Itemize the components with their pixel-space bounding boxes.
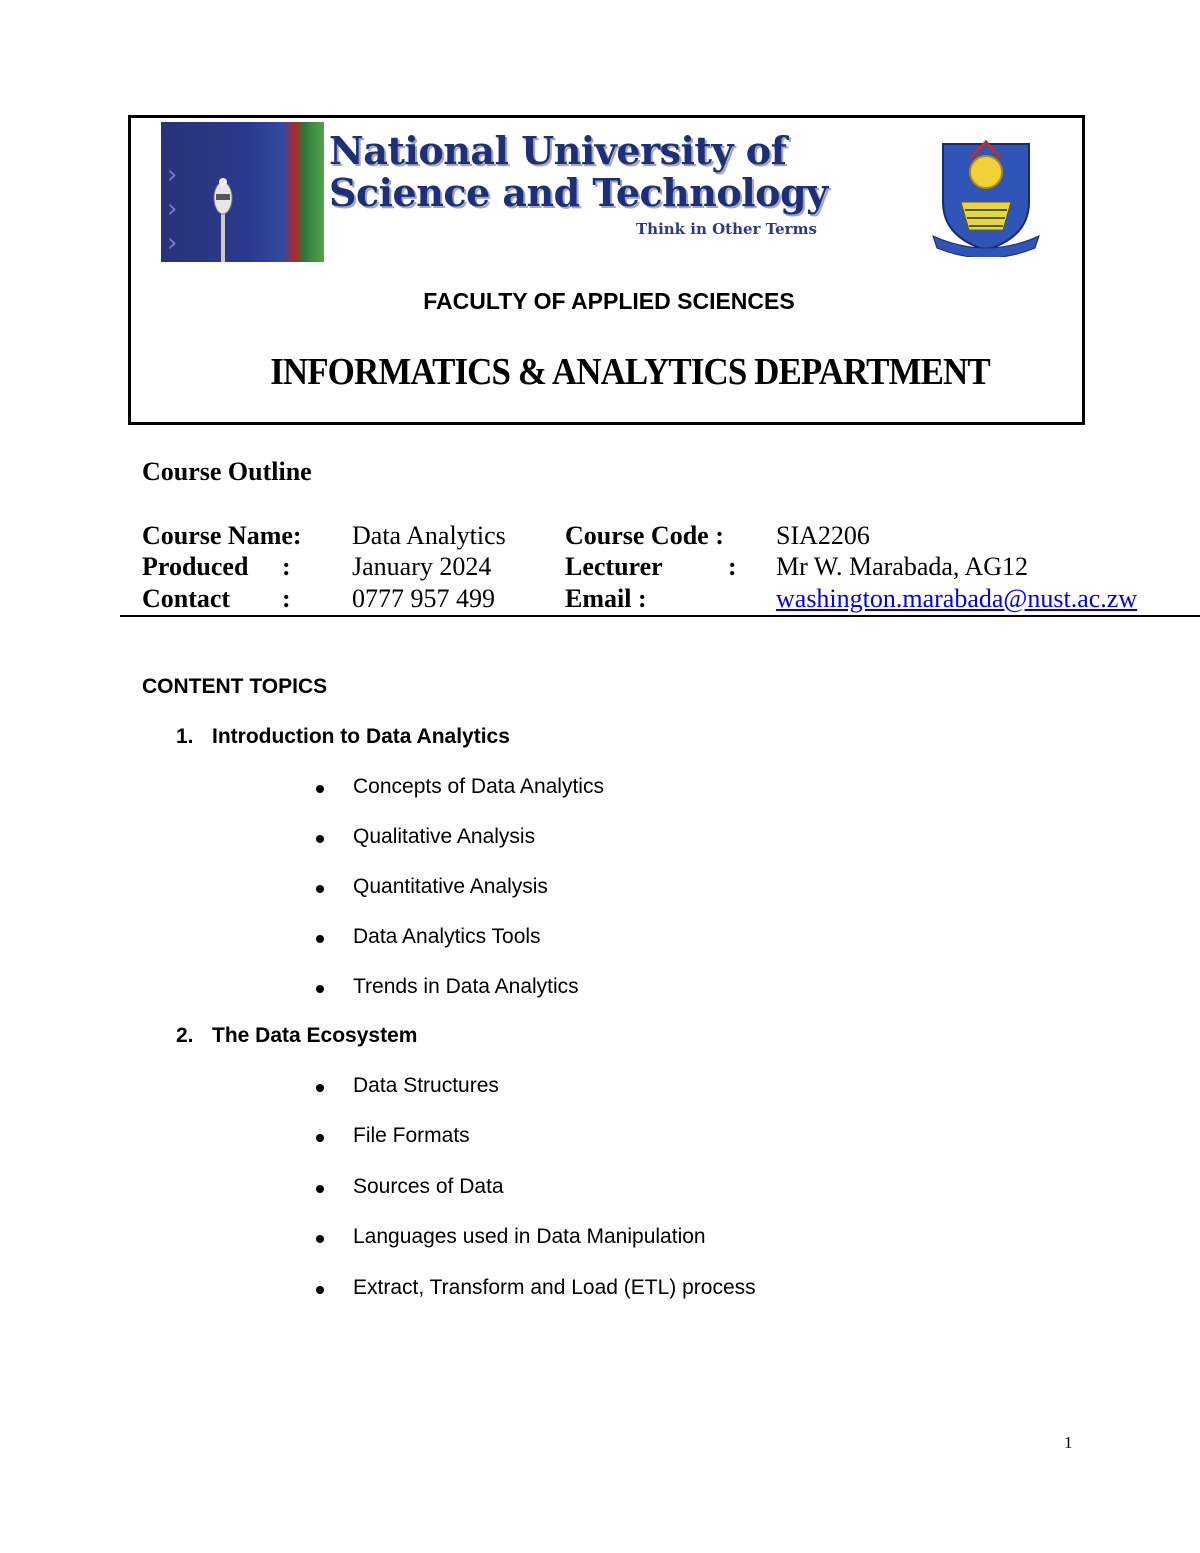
university-name-line1: National University of — [329, 128, 787, 173]
lecturer-colon: : — [728, 552, 737, 581]
list-item-text: Data Analytics Tools — [353, 925, 541, 948]
bullet-icon — [316, 1084, 324, 1092]
list-item-text: Sources of Data — [353, 1175, 504, 1198]
list-item-text: Data Structures — [353, 1074, 499, 1097]
course-code-value: SIA2206 — [776, 521, 870, 550]
topic-number: 1. — [176, 725, 194, 748]
course-name-value: Data Analytics — [352, 521, 506, 550]
bullet-icon — [316, 935, 324, 943]
university-name — [329, 130, 909, 214]
topic-heading — [176, 1024, 417, 1048]
course-name-label: Course Name: — [142, 521, 302, 550]
page-number: 1 — [1064, 1433, 1073, 1452]
university-tagline: Think in Other Terms — [636, 220, 817, 238]
course-info-row — [0, 521, 1200, 553]
email-label: Email : — [565, 584, 647, 613]
lecturer-label: Lecturer — [565, 552, 663, 581]
course-outline-heading: Course Outline — [142, 457, 312, 486]
produced-colon: : — [282, 552, 291, 581]
email-link[interactable]: washington.marabada@nust.ac.zw — [776, 584, 1138, 613]
bullet-icon — [316, 785, 324, 793]
chevron-right-icon: › — [167, 160, 178, 190]
list-item-text: Qualitative Analysis — [353, 825, 536, 848]
chevron-right-icon: › — [167, 194, 178, 224]
banner-graphic — [161, 122, 324, 262]
contact-value: 0777 957 499 — [352, 584, 495, 613]
bullet-icon — [316, 1134, 324, 1142]
course-code-label: Course Code : — [565, 521, 724, 550]
produced-label: Produced — [142, 552, 249, 581]
list-item-text: Trends in Data Analytics — [353, 975, 579, 998]
list-item-text: File Formats — [353, 1124, 470, 1147]
torch-icon — [211, 174, 235, 262]
bullet-icon — [316, 1286, 324, 1294]
course-info-row — [0, 552, 1200, 584]
topic-title: The Data Ecosystem — [212, 1024, 418, 1047]
faculty-title: FACULTY OF APPLIED SCIENCES — [423, 288, 795, 314]
topic-title: Introduction to Data Analytics — [212, 725, 510, 748]
contact-colon: : — [282, 584, 291, 613]
topic-heading — [176, 725, 510, 749]
topic-number: 2. — [176, 1024, 194, 1047]
list-item-text: Quantitative Analysis — [353, 875, 548, 898]
bullet-icon — [316, 885, 324, 893]
list-item-text: Languages used in Data Manipulation — [353, 1225, 706, 1248]
department-title: INFORMATICS & ANALYTICS DEPARTMENT — [270, 351, 990, 393]
university-name-line2: Science and Technology — [329, 170, 828, 215]
university-banner — [161, 122, 1043, 262]
produced-value: January 2024 — [352, 552, 492, 581]
chevron-right-icon: › — [167, 228, 178, 258]
list-item-text: Extract, Transform and Load (ETL) process — [353, 1276, 756, 1299]
lecturer-value: Mr W. Marabada, AG12 — [776, 552, 1029, 581]
list-item-text: Concepts of Data Analytics — [353, 775, 604, 798]
bullet-icon — [316, 835, 324, 843]
university-crest-icon — [931, 132, 1041, 257]
bullet-icon — [316, 1235, 324, 1243]
contact-label: Contact — [142, 584, 231, 613]
bullet-icon — [316, 1185, 324, 1193]
content-topics-heading: CONTENT TOPICS — [142, 675, 328, 698]
bullet-icon — [316, 985, 324, 993]
section-divider — [120, 615, 1200, 617]
course-info-row — [0, 584, 1200, 616]
